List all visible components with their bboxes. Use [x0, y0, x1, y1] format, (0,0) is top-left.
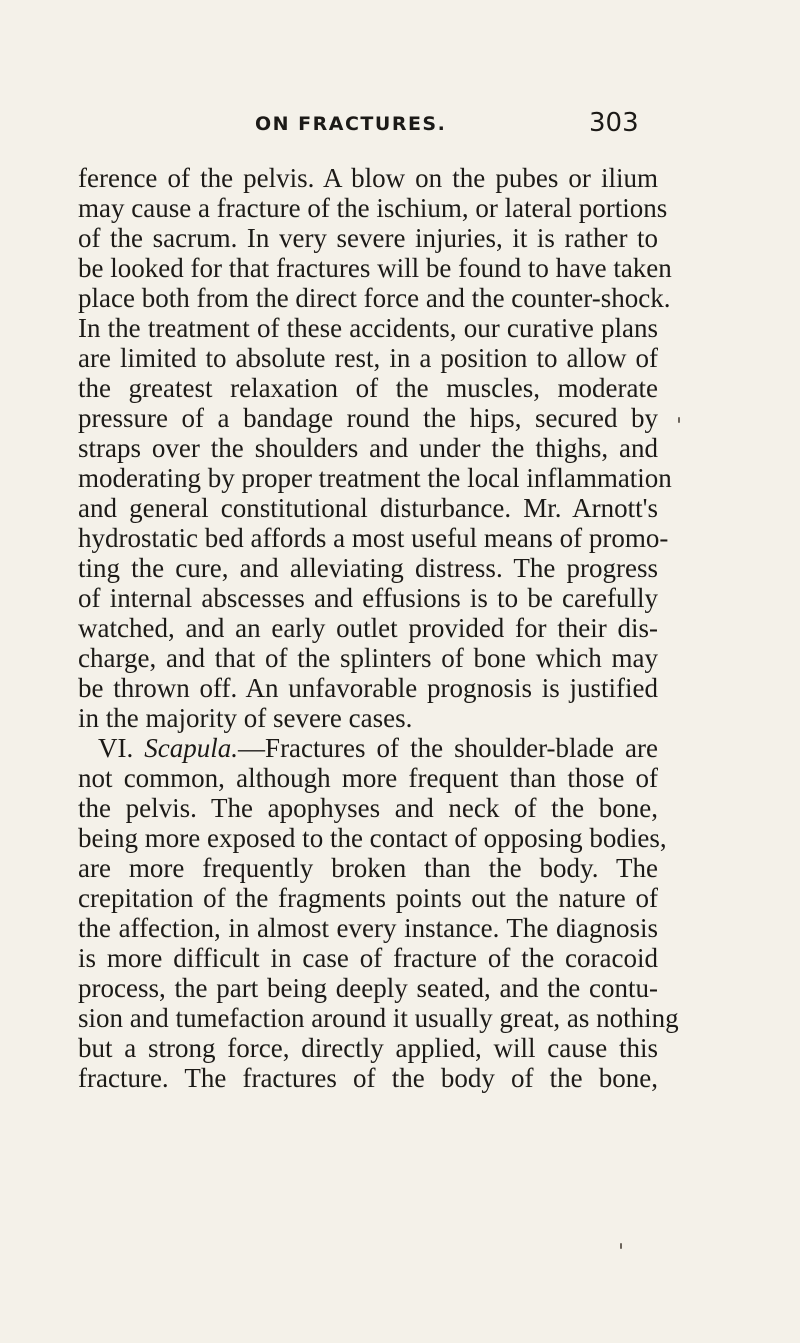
text-line: process, the part being deeply seated, and the contu- [78, 973, 658, 1003]
section-first-line [78, 733, 658, 763]
text-line: being more exposed to the contact of opposing bodies, [78, 823, 667, 853]
text-line: ting the cure, and alleviating distress. The progress [78, 553, 658, 583]
section-heading: Scapula. [144, 733, 239, 763]
text-line: charge, and that of the splinters of bone which may [78, 643, 658, 673]
text-line: ference of the pelvis. A blow on the pubes or ilium [78, 163, 658, 193]
body-text [78, 163, 679, 1093]
text-line: in the majority of severe cases. [78, 703, 413, 733]
text-line: the affection, in almost every instance. The diagnosis [78, 913, 658, 943]
text-line: the pelvis. The apophyses and neck of the bone, [78, 793, 658, 823]
text-line: of the sacrum. In very severe injuries, it is rather to [78, 223, 658, 253]
section-number: VI. [98, 733, 134, 763]
text-line: are more frequently broken than the body. The [78, 853, 658, 883]
print-speck [620, 1243, 622, 1249]
running-head: ON FRACTURES. [255, 113, 447, 135]
text-line: is more difficult in case of fracture of the coracoid [78, 943, 658, 973]
text-line: sion and tumefaction around it usually great, as nothing [78, 1003, 679, 1033]
text-line: are limited to absolute rest, in a position to allow of [78, 343, 658, 373]
print-speck [678, 417, 680, 423]
text-line: of internal abscesses and effusions is to be carefully [78, 583, 658, 613]
text-line: place both from the direct force and the counter-shock. [78, 283, 671, 313]
text-line: but a strong force, directly applied, will cause this [78, 1033, 658, 1063]
text-line: fracture. The fractures of the body of the bone, [78, 1063, 658, 1093]
section-first-line-rest: —Fractures of the shoulder-blade are [238, 733, 658, 763]
text-line: crepitation of the fragments points out the nature of [78, 883, 658, 913]
text-line: be looked for that fractures will be found to have taken [78, 253, 672, 283]
text-line: watched, and an early outlet provided for their dis- [78, 613, 658, 643]
text-line: the greatest relaxation of the muscles, moderate [78, 373, 658, 403]
text-line: straps over the shoulders and under the thighs, and [78, 433, 658, 463]
text-line: moderating by proper treatment the local inflammation [78, 463, 672, 493]
text-line: not common, although more frequent than those of [78, 763, 658, 793]
text-line: hydrostatic bed affords a most useful means of promo- [78, 523, 669, 553]
text-line: be thrown off. An unfavorable prognosis is justified [78, 673, 658, 703]
text-line: pressure of a bandage round the hips, secured by [78, 403, 658, 433]
text-line: In the treatment of these accidents, our curative plans [78, 313, 658, 343]
text-line: and general constitutional disturbance. Mr. Arnott's [78, 493, 658, 523]
page-number: 303 [589, 108, 639, 138]
text-line: may cause a fracture of the ischium, or lateral portions [78, 193, 668, 223]
